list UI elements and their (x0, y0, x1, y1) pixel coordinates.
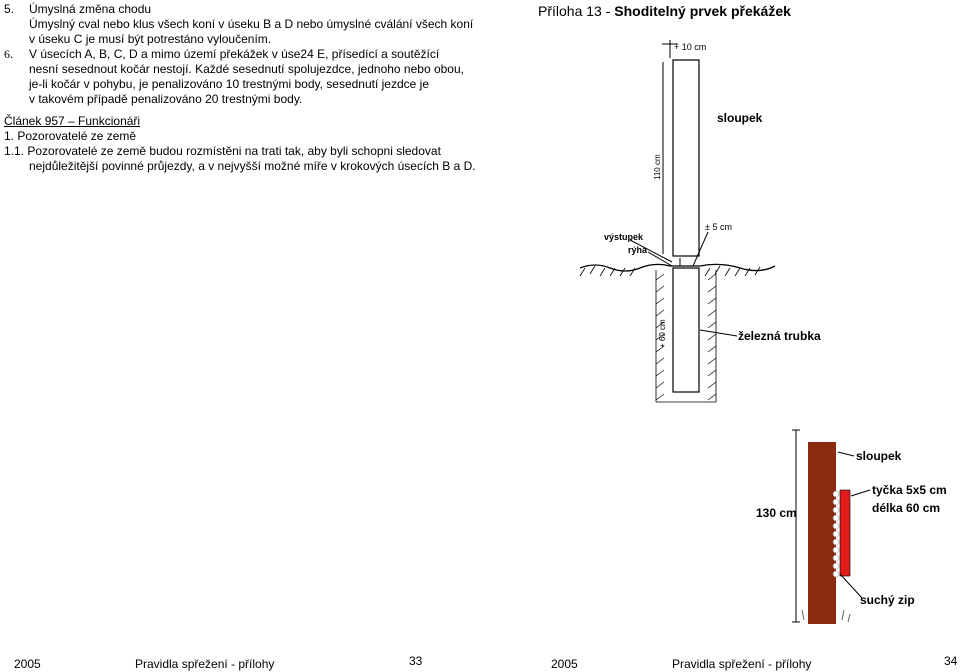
item-number-6: 6. (4, 47, 13, 61)
groove-label: rýha (628, 245, 648, 255)
pipe-pointer (700, 330, 737, 336)
item-6-line: nesní sesednout kočár nestojí. Každé sesednutí spolujezdce, jednoho nebo obou, (29, 62, 464, 76)
height-label: 130 cm (756, 506, 797, 520)
diagram-post-in-ground (560, 30, 821, 410)
annex-title (538, 4, 791, 19)
depth-dimension-label: + 60 cm (658, 319, 667, 348)
soil-hatching-right (708, 274, 716, 400)
post-pointer (838, 452, 854, 456)
item-number-5: 5. (4, 2, 15, 16)
height-dimension-label: 110 cm (653, 154, 662, 180)
item-6-line: V úsecích A, B, C, D a mimo území překážek v úse24 E, přísedící a soutěžící (29, 47, 440, 61)
stick-pointer (851, 490, 870, 496)
velcro-dots (833, 491, 839, 577)
annex-title-bold: Shoditelný prvek překážek (614, 3, 791, 19)
subsection-text: nejdůležitější povinné průjezdy, a v nejvyšší možné míře v krokových úsecích B a D. (29, 159, 476, 173)
iron-pipe (673, 268, 699, 392)
velcro-pointer (840, 574, 862, 598)
item-5-line: Úmyslný cval nebo klus všech koní v úseku B a D nebo úmyslné cválání všech koní (29, 17, 474, 31)
pipe-label: železná trubka (738, 329, 821, 343)
footer-title: Pravidla spřežení - přílohy (135, 657, 275, 671)
stick-label-size: tyčka 5x5 cm (872, 483, 947, 497)
post (808, 442, 836, 624)
diagram-post-with-stick (740, 428, 950, 624)
page-number: 34 (944, 654, 958, 668)
annex-title-prefix: Příloha 13 - (538, 3, 615, 19)
stick-label-length: délka 60 cm (872, 501, 941, 515)
tolerance-label: ± 5 cm (705, 222, 732, 232)
item-5-line: v úseku C je musí být potrestáno vyloučením. (29, 32, 272, 46)
stick (840, 490, 850, 576)
post-label: sloupek (717, 111, 763, 125)
subsection-text: 1.1. Pozorovatelé ze země budou rozmístěni na trati tak, aby byli schopni sledovat (4, 144, 441, 158)
ledge-label: výstupek (604, 232, 644, 242)
article-heading: Článek 957 – Funkcionáři (4, 114, 141, 128)
item-5-heading: Úmyslná změna chodu (29, 2, 152, 16)
velcro-label: suchý zip (860, 593, 915, 607)
footer-title: Pravidla spřežení - přílohy (672, 657, 812, 671)
item-6-line: je-li kočár v pohybu, je penalizováno 10 trestnými body, sesednutí jezdce je (29, 77, 430, 91)
footer-year: 2005 (14, 657, 41, 671)
item-6-line: v takovém případě penalizováno 20 trestnými body. (29, 92, 303, 106)
post-label-2: sloupek (856, 449, 902, 463)
subsection-heading: 1. Pozorovatelé ze země (4, 129, 137, 143)
top-dimension-label: + 10 cm (674, 42, 707, 52)
footer-year: 2005 (551, 657, 578, 671)
post-upper (673, 60, 699, 256)
page-number: 33 (409, 654, 423, 668)
